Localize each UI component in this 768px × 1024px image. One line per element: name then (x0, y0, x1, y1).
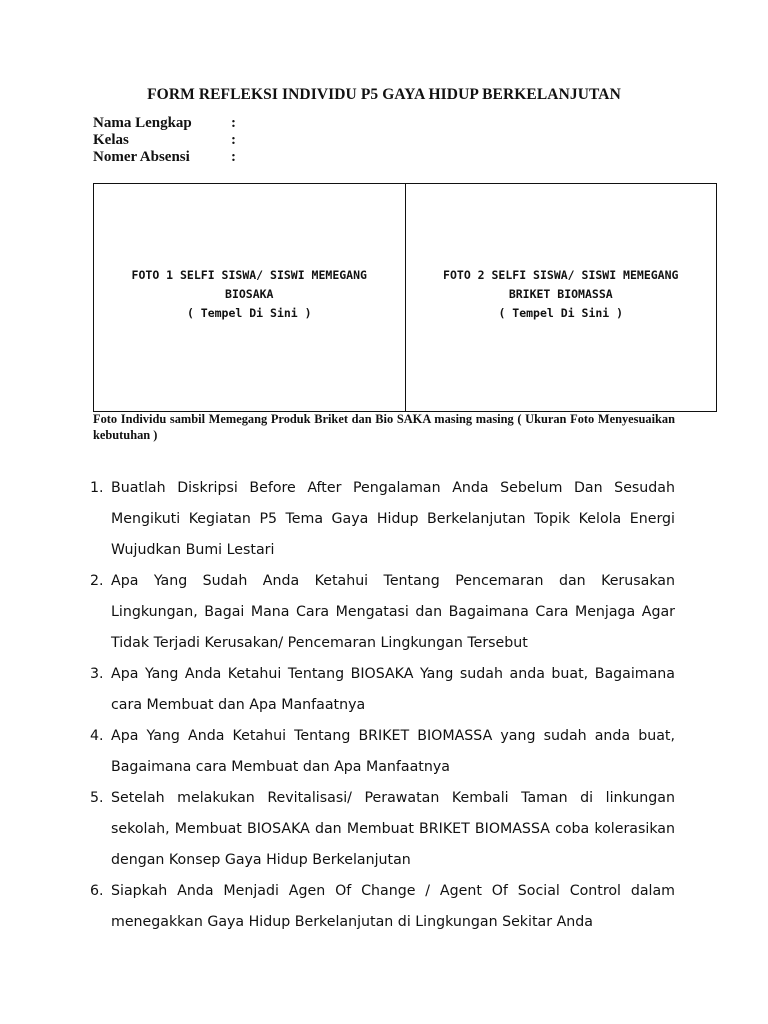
question-number: 2. (90, 573, 104, 589)
question-number: 6. (90, 883, 104, 899)
form-title: FORM REFLEKSI INDIVIDU P5 GAYA HIDUP BERKELANJUTAN (147, 86, 621, 103)
field-label-name: Nama Lengkap (93, 115, 192, 131)
field-label-absence-number: Nomer Absensi (93, 149, 190, 165)
photo-1-line-2: BIOSAKA (225, 287, 274, 301)
identity-row-name (93, 115, 236, 132)
field-label-class: Kelas (93, 132, 129, 148)
question-item (90, 876, 675, 938)
question-number: 3. (90, 666, 104, 682)
question-number: 1. (90, 480, 104, 496)
identity-row-class (93, 132, 236, 149)
photo-table (93, 183, 717, 412)
photo-cell-1 (94, 184, 405, 411)
photo-2-line-1: FOTO 2 SELFI SISWA/ SISWI MEMEGANG (443, 268, 679, 282)
question-text: Apa Yang Anda Ketahui Tentang BRIKET BIOMASSA yang sudah anda buat, Bagaimana cara Membuat dan Apa Manfaatnya (111, 728, 675, 775)
identity-row-absence-number (93, 149, 236, 166)
identity-fields (93, 115, 236, 166)
question-text: Apa Yang Sudah Anda Ketahui Tentang Pencemaran dan Kerusakan Lingkungan, Bagai Mana Cara Mengatasi dan Bagaimana Cara Menjaga Agar Tidak Terjadi Kerusakan/ Pencemaran Lingkungan Tersebut (111, 573, 675, 651)
photo-1-line-3: ( Tempel Di Sini ) (186, 306, 312, 320)
question-text: Buatlah Diskripsi Before After Pengalaman Anda Sebelum Dan Sesudah Mengikuti Kegiatan P5 Tema Gaya Hidup Berkelanjutan Topik Kelola Energi Wujudkan Bumi Lestari (111, 480, 675, 558)
photo-2-line-2: BRIKET BIOMASSA (508, 287, 613, 301)
photo-2-line-3: ( Tempel Di Sini ) (498, 306, 624, 320)
field-separator: : (231, 149, 236, 165)
question-item (90, 659, 675, 721)
photo-cell-2 (405, 184, 717, 411)
question-list (90, 473, 675, 938)
photo-1-line-1: FOTO 1 SELFI SISWA/ SISWI MEMEGANG (131, 268, 367, 282)
field-separator: : (231, 132, 236, 148)
question-item (90, 783, 675, 876)
question-item (90, 473, 675, 566)
question-text: Setelah melakukan Revitalisasi/ Perawatan Kembali Taman di linkungan sekolah, Membuat BIOSAKA dan Membuat BRIKET BIOMASSA coba kolerasikan dengan Konsep Gaya Hidup Berkelanjutan (111, 790, 675, 868)
photo-caption: Foto Individu sambil Memegang Produk Briket dan Bio SAKA masing masing ( Ukuran Foto Menyesuaikan kebutuhan ) (93, 412, 675, 442)
field-separator: : (231, 115, 236, 131)
question-number: 5. (90, 790, 104, 806)
question-text: Siapkah Anda Menjadi Agen Of Change / Agent Of Social Control dalam menegakkan Gaya Hidup Berkelanjutan di Lingkungan Sekitar Anda (111, 883, 675, 930)
question-number: 4. (90, 728, 104, 744)
question-item (90, 721, 675, 783)
question-text: Apa Yang Anda Ketahui Tentang BIOSAKA Yang sudah anda buat, Bagaimana cara Membuat dan Apa Manfaatnya (111, 666, 675, 713)
question-item (90, 566, 675, 659)
